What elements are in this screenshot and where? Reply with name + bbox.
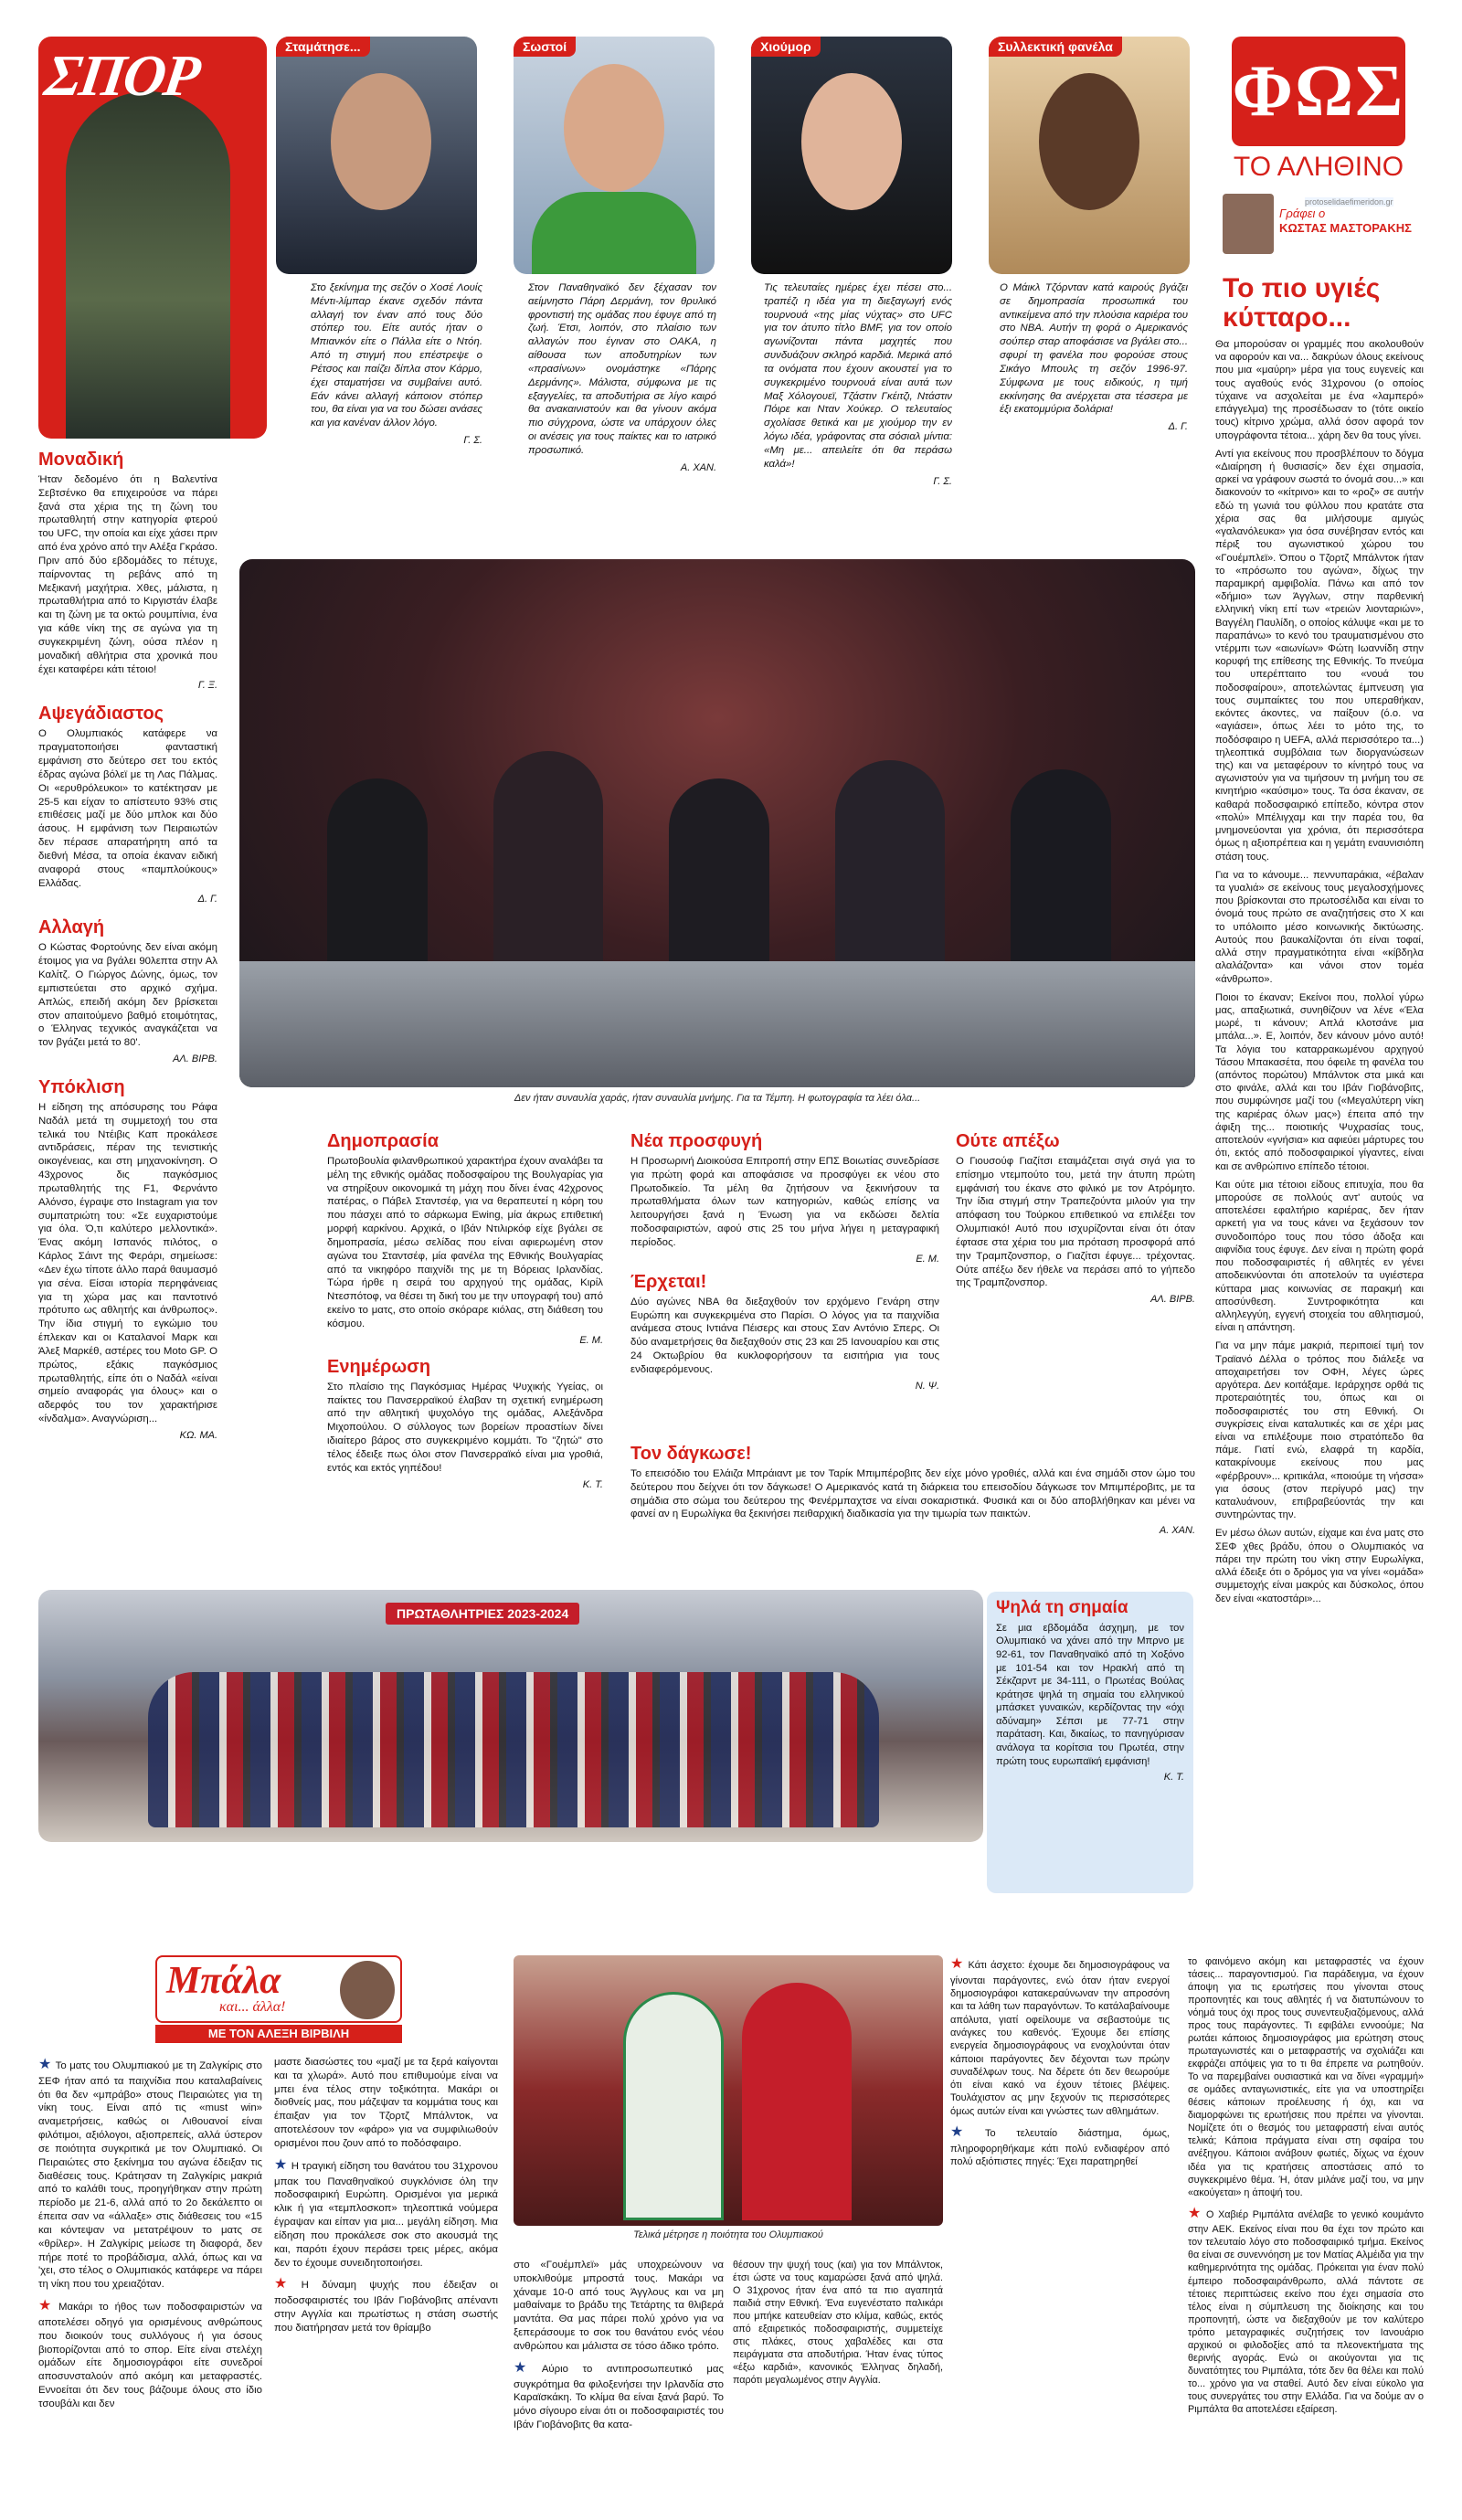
text: Ο Χαβιέρ Ριμπάλτα ανέλαβε το γενικό κουμάντο στην ΑΕΚ. Εκείνος είναι που θα έχει τον πρώτο και τον τελευταίο λόγο στο ποδοσφαιρικό τμήμα. Εκείνος θα είναι σε συνεννόηση με τον Ματίας Αλμέιδα για την καθημερινότητα της ομάδας. Πρόκειται για έναν πολύ έμπειρο ποδοσφαιράνθρωπο, αλλά πάντοτε σε τέτοιες περιπτώσεις εκείνο που έχει σημασία στο τέλος είναι η σύμπλευση της διοίκησης και του προπονητή, ώστε να διεξαχθούν με τον καλύτερο τρόπο μεταγραφικές συζητήσεις τον Ιανουάριο αρχικού οι φιλοδοξίες από τα πλεονεκτήματα της θερινής αγοράς. Ενώ οι ακούγονται για τις δυνατότητες του Ριμπάλτα, τότε δεν θα θέλει και πολύ το... χρόνο για να σταθεί. Αυτό δεν είναι εύκολο για τους συνεργάτες του στην Ελλάδα. Για να δούμε αν ο Ριμπάλτα θα αποτελέσει εξαίρεση. xyxy=(1188,2208,1425,2415)
signature: ΚΩ. ΜΑ. xyxy=(179,1429,217,1441)
text: Μακάρι το ήθος των ποδοσφαιριστών να αποτελέσει οδηγό για ορισμένους ανθρώπους που διοικούν τους συλλόγους ή για όσους βιοπορίζονται από το σπορ. Είτε είναι στελέχη ομάδων είτε δημοσιογράφοι είτε συνεδροί αποσυνσταλούν από ακόμη και μεταφραστές. Εννοείται ότι δεν τους βάζουμε όλους στο ίδιο τσουβάλι και δεν xyxy=(38,2302,262,2409)
panel-tab-4: Συλλεκτική φανέλα xyxy=(989,37,1122,57)
star-icon: ★ xyxy=(950,2124,982,2141)
panel-tab-3: Χιούμορ xyxy=(751,37,821,57)
left-heading-3: Αλλαγή xyxy=(38,917,105,938)
text: Αύριο το αντιπροσωπευτικό μας συγκρότημα θα φιλοξενήσει την Ιρλανδία στο Καραϊσκάκη. Το κλίμα θα είναι ξανά βαρύ. Το μόνο σίγουρο είναι ότι οι ποδοσφαιριστές του Ιβάν Γιοβάνοβιτς θα κατα- xyxy=(514,2363,725,2431)
signature: Ν. Ψ. xyxy=(915,1380,939,1392)
panel-photo-3 xyxy=(751,37,952,274)
mid-body-1: Πρωτοβουλία φιλανθρωπικού χαρακτήρα έχουν αναλάβει τα μέλη της εθνικής ομάδας ποδοσφαίρου της Βουλγαρίας για να στηρίξουν οικονομικά τη μάχη που δίνει ένας 42χρονος πατέρας, ο Πάβελ Σταντσέφ, για να θεραπευτεί η κόρη του που πάσχει από το σάρκωμα Ewing, μία άκρως επιθετική μορφή καρκίνου. Αρχικά, ο Ιβάν Ντιλιρκόφ είχε βγάλει σε δημοπρασία, μέσω σελίδας που είναι αφιερωμένη στον αγώνα του Σταντσέφ, μία φανέλα της Εθνικής Βουλγαρίας από τα νικηφόρο παιχνίδι της με τη Βόρειας Ιρλανδίας. Τώρα ήρθε η σειρά του αρχηγού της ομάδας, Κιρίλ Ντεσπότοφ, να θέσει τη δική του με την υπογραφή του) από εκείνο το ματς, στο οποίο σκόραρε κιόλας, στη διάθεση του κόσμου. xyxy=(327,1156,603,1329)
signature: ΑΛ. ΒΙΡΒ. xyxy=(1150,1294,1195,1306)
panel-body: Ο Μάικλ Τζόρνταν κατά καιρούς βγάζει σε δημοπρασία προσωπικά του αντικείμενα από την πλούσια καριέρα του στο NBA. Αυτήν τη φορά ο Αμερικανός σούπερ σταρ αποφάσισε να βγάλει στο... σφυρί τη φανέλα που φορούσε στους Σικάγο Μπουλς τη σεζόν 1996-97. Σύμφωνα με τους ειδικούς, η τιμή εκκίνησης θα ανέρχεται στα τέσσερα με έξι εκατομμύρια δολάρια! xyxy=(1000,282,1188,416)
panel-photo-1 xyxy=(276,37,477,274)
star-icon: ★ xyxy=(274,2156,288,2173)
mid-col-2 xyxy=(630,1131,939,1392)
byline-avatar xyxy=(340,1961,395,2019)
player-green xyxy=(623,1992,724,2220)
fos-logo xyxy=(1232,37,1405,146)
high-signs-box xyxy=(987,1592,1193,1893)
mid-col-1 xyxy=(327,1131,603,1490)
paragraph xyxy=(950,1955,1170,2118)
author-box xyxy=(1223,194,1427,258)
mid-heading-3: Νέα προσφυγή xyxy=(630,1131,763,1151)
mid-body-5: Ο Γιουσούφ Γιαζίτσι εταιμάζεται σιγά σιγά για το επίσημο ντεμπούτο του, μετά την άτυπη πρώτη εμφάνισή του έκανε στο φιλικό με τον Ατρόμητο. Την ίδια στιγμή στην Τραπεζούντα μιλούν για την απόφαση του Τούρκου επιθετικού να επιλέξει τον Ολυμπιακό! Αυτό που ισχυρίζονται είναι ότι όταν έφτασε στα χέρια του μια πρόταση προσφορά από την Τραμπζονσπορ, ο Γιαζίτσι έφυγε... τρέχοντας. Ούτε απέξω δεν ήθελε να περάσει από το γήπεδο της Τραμπζονσπορ. xyxy=(956,1156,1195,1289)
author-label: Γράφει ο xyxy=(1279,206,1326,220)
panel-text-2 xyxy=(528,281,716,474)
mid-heading-5: Ούτε απέξω xyxy=(956,1131,1060,1151)
author-name: ΚΩΣΤΑΣ ΜΑΣΤΟΡΑΚΗΣ xyxy=(1279,221,1412,235)
paragraph xyxy=(950,2123,1170,2168)
right-col-heading: Το πιο υγιές κύτταρο... xyxy=(1223,273,1381,333)
bottom-col-1 xyxy=(38,2056,262,2417)
bottom-col-4 xyxy=(733,2259,943,2392)
mid-heading-4: Έρχεται! xyxy=(630,1271,707,1292)
high-signs-body: Σε μια εβδομάδα άσχημη, με τον Ολυμπιακό να χάνει από την Μπρνο με 92-61, τον Παναθηναϊκό από τη Χοξόνο με 101-54 και τον Ηρακλή από τη Σέκζαρντ με 34-111, ο Πρωτέας Βούλας κράτησε ψηλά τη σημαία του ελληνικού μπάσκετ γυναικών, κερδίζοντας την «όχι αδύναμη» Σέπσι με 77-71 στην παράταση. Και, δικαίως, το πανηγύρισαν ανάλογα τα κορίτσια του Πρωτέα, στην πρώτη τους ευρωπαϊκή εμφάνιση! xyxy=(996,1622,1184,1767)
paragraph: στο «Γουέμπλεϊ» μάς υποχρεώνουν να υποκλιθούμε μπροστά τους. Μακάρι να χάναμε 10-0 από τους Άγγλους και να μη μαθαίναμε το βράδυ της Τετάρτης τα θλιβερά μαντάτα. Θα μας πάρει πολύ χρόνο για να ξεπεράσουμε το σοκ του θανάτου ενός νέου ανθρώπου και μάλιστα σε τόσο άδικο τρόπο. xyxy=(514,2260,724,2352)
left-heading-2: Αψεγάδιαστος xyxy=(38,704,164,725)
left-body-4: Η είδηση της απόσυρσης του Ράφα Ναδάλ μετά τη συμμετοχή του στα τελικά του Ντέιβις Καπ προκάλεσε αντιδράσεις, πέραν της τενιστικής οικογένειας, και στη μηχανοκίνηση. Ο 43χρονος δις παγκόσμιος πρωταθλητής της F1, Φερνάντο Αλόνσο, έγραψε στο Instagram για τον συμπατριώτη του: «Σε ευχαριστούμε για όλα. Ό,τι καλύτερο μελλοντικά». Ένας ακόμη Ισπανός πιλότος, ο Κάρλος Σάιντ της Φεράρι, σημείωσε: «Δεν έχω τίποτε άλλο παρά θαυμασμό για σένα. Είσαι ιστορία περηφάνειας για τη χώρα μας και παντοτινό πρότυπο ως αθλητής και άνθρωπος». Την ίδια στιγμή το εγκώμιο του έπλεκαν και οι Καταλανοί Μαρκ και Άλεξ Μαρκέθ, αστέρες του Moto GP. Ο πρώτος, εξάκις παγκόσμιος πρωταθλητής, είπε ότι ο Ναδάλ «είναι σημείο αναφοράς για όλους» και ο αδερφός του τον χαρακτήρισε «ίνδαλμα». Αναγνώριση... xyxy=(38,1101,217,1425)
masthead-logo: ΣΠΟΡ xyxy=(41,43,203,108)
panel-photo-4 xyxy=(989,37,1190,274)
mid-heading-6: Τον δάγκωσε! xyxy=(630,1444,752,1464)
paragraph: Για να μην πάμε μακριά, περιποιεί τιμή τον Τραϊανό Δέλλα ο τρόπος που διάλεξε να αποχαιρετήσει τον ΟΦΗ, λέγες ώρες αργότερα. Δεν κοιτάξαμε. Ιεράρχησε ορθά τις προτεραιότητές του, όπως και οι ποδοσφαιριστές του στη Εθνική. Οι συγκρίσεις είναι καταλυτικές και σε χέρι μας είναι να επιλέξουμε ποιο στρατόπεδο θα πάμε. Γιατί ενώ, ελαφρά τη καρδία, κατακρίνουμε εκείνους που μας «φέρβρουν»... κριτικάλα, «ποιούμε τη νήσσα» για όσους (στον περίγυρό μας) την καταλυάνουν, επιβραβεύοντάς την και συντηρώντας την. xyxy=(1215,1340,1424,1521)
mid-body-6: Το επεισόδιο του Ελάιζα Μπράιαντ με τον Ταρίκ Μπιμπέροβιτς δεν είχε μόνο γροθιές, αλλά και ένα σημάδι στον ώμο του δεύτερου που δείχνει ότι τον δάγκωσε! Ο Αμερικανός κατά τη διάρκεια του επεισοδίου δάγκωσε τον Μπιμπέροβιτς, με τα σημάδια στο σώμα του δεύτερου της Φενέρμπαχτσε να είναι σοκαριστικά. Φυσικά και οι δύο αποβλήθηκαν και μένει να φανεί αν η Ευρωλίγκα θα ξεκινήσει πειθαρχική διαδικασία για την τιμωρία των παικτών. xyxy=(630,1468,1195,1520)
fos-title: ΦΩΣ xyxy=(1232,50,1405,132)
left-column xyxy=(38,450,217,1441)
paragraph: Ποιοι το έκαναν; Εκείνοι που, πολλοί γύρω μας, απαξιωτικά, συνηθίζουν να λένε «Έλα μωρέ, τι κάνουν; Απλά κλοτσάνε μια μπάλα...». Ε, λοιπόν, δεν κάνουν μόνο αυτό! Τα λόγια του καταρρακωμένου αρχηγού Τάσου Μπακασέτα, που όφειλε τη φανέλα του (απόντος πορώτου) Μπάλντοκ στα μικά και στο φινάλε, αλλά και του Ιβάν Γιοβάνοβιτς, που συμφώνησε μαζί του («Μεγαλύτερη νίκη της καριέρας όλων μας») έπειτα από την άφιξη της... ποιοτικής Ψυχρασίας τους, αποτελούν «γνήσια» κια αφιεύει μάρτυρες του ότι, εκτός από ποδοσφαιρικοί γίγαντες, είναι και σε ανθρώπινο επίπεδο τέτοιοι. xyxy=(1215,991,1424,1172)
signature: Ε. Μ. xyxy=(916,1253,939,1265)
signature: Δ. Γ. xyxy=(1168,421,1188,433)
player-red xyxy=(742,1983,852,2220)
paragraph: Για να το κάνουμε... πεννυπαράκια, «έβαλαν τα γυαλιά» σε εκείνους τους μεγαλοσχήμονες που βρίσκονται στο πρωτοσέλιδα και είναι το όνομά τους πρώτο σε αναζητήσεις στο Χ και το υπόλοιπο μέσο κοινωνικής δικτύωσης. Αυτούς που βαυκαλίζονται ότι είναι τοφαί, αλλά στην πραγματικότητα είναι «κίβδηλα αλαλάζοντα» και νάνοι στον τομέα «άνθρωπο». xyxy=(1215,869,1424,985)
star-icon: ★ xyxy=(38,2298,56,2314)
panel-body: Στο ξεκίνημα της σεζόν ο Χοσέ Λουίς Μέντι-λίμπαρ έκανε σχεδόν πάντα αλλαγή τον έναν από τους δύο στόπερ του. Είτε αυτός ήταν ο Μπιανκόν είτε ο Πάλλα είτε ο Ντόη. Από τη στιγμή που επέστρεψε ο Ρέτσος και παίζει δίπλα στον Κάρμο, έχει σταματήσει να συμβαίνει αυτό. Εάν κάνει αλλαγή κάποιον στόπερ του, θα είναι για να του δώσει ανάσες και για κανέναν άλλον λόγο. xyxy=(311,282,482,429)
star-icon: ★ xyxy=(950,1956,965,1972)
bottom-col-3 xyxy=(514,2259,724,2438)
left-body-2: Ο Ολυμπιακός κατάφερε να πραγματοποιήσει φανταστική εμφάνιση στο δεύτερο σετ του εκτός έδρας αγώνα βόλεϊ με τη Λας Πάλμας. Οι «ερυθρόλευκοι» το κατέκτησαν με 25-5 και είχαν το απίστευτο 93% στις επιθέσεις μαζί με δύο μπλοκ και δύο άσους. Η εμφάνιση των Πειραιωτών δεν πέρασε απαρατήρητη από τα διεθνή Μέσα, τα οποία έκαναν ειδική αναφορά στους «παμπλούκους» Ελλάδας. xyxy=(38,728,217,889)
paragraph xyxy=(38,2297,262,2411)
paragraph xyxy=(38,2056,262,2292)
panel-tab-1: Σταμάτησε... xyxy=(276,37,370,57)
signature: Α. ΧΑΝ. xyxy=(1159,1525,1195,1537)
author-avatar xyxy=(1223,194,1274,254)
athlete-photo xyxy=(66,91,230,439)
left-heading-4: Υπόκλιση xyxy=(38,1076,125,1097)
panel-text-1 xyxy=(311,281,482,447)
paragraph xyxy=(274,2275,498,2335)
paragraph xyxy=(514,2359,724,2432)
signature: Κ. Τ. xyxy=(1163,1772,1184,1784)
signature: Κ. Τ. xyxy=(582,1478,603,1490)
star-icon: ★ xyxy=(1188,2205,1203,2221)
bottom-col-4-right xyxy=(950,1955,1170,2174)
fos-subtitle: ΤΟ ΑΛΗΘΙΝΟ xyxy=(1233,152,1404,182)
team-banner: ΠΡΩΤΑΘΛΗΤΡΙΕΣ 2023-2024 xyxy=(386,1603,579,1625)
paragraph: θέσουν την ψυχή τους (και) για τον Μπάλντοκ, έτσι ώστε να τους καμαρώσει ξανά από ψηλά. Ο 31χρονος ήταν ένα από τα πιο αγαπητά παιδιά στην Εθνική. Ένα ευγενέστατο παλικάρι που μπήκε κατευθείαν στο κλίμα, καθώς, εκτός από εξαιρετικός ποδοσφαιριστής, συμμετείχε στις πλάκες, στους χαβαλέδες και στα πειράγματα στα αποδυτήρια. Ήταν ένας τύπος «έξω καρδιά», κανονικός Έλληνας δηλαδή, παρότι μεγαλωμένος στην Αγγλία. xyxy=(733,2260,943,2387)
mid-body-3: Η Προσωρινή Διοικούσα Επιτροπή στην ΕΠΣ Βοιωτίας συνεδρίασε για πρώτη φορά και αποφάσισε να προσφύγει εκ νέου στο Πρωτοδικείο. Τα μέλη θα ζητήσουν να ξεκινήσουν τα πρωταθλήματα όλων των κατηγοριών, καθώς επίσης να λειτουργήσει ξανά η Ένωση για να εκδώσει δελτία ποδοσφαιριστών, αφού στις 25 του μήνα λήγει η μεταγραφική περίοδος. xyxy=(630,1156,939,1248)
paragraph: Αντί για εκείνους που προσβλέπουν το δόγμα «Διαίρηση ή θυσιασίς» δεν έχει σημασία, αρκεί να γράφουν σωστά το όνομά σου...» και διακονούν το «κίτρινο» και το «ροζ» σε αυτήν εδώ τη γωνιά του φύλλου που κρατάτε στα χέρια σας θα μιλήσουμε αμιγώς «γαλανόλευκα» για όσα συνέβησαν εντός και πέριξ του αγωνιστικού χώρου του «Γουέμπλεϊ». Όπου ο Τζορτζ Μπάλντοκ ήταν το «πρόσωπο του αγώνα», δίχως την παραμικρή αμφιβολία. Πάνω και από τον «δήμιο» των Άγγλων, στην παρθενική ελληνική νίκη επί των «τρειών λιονταριών», Βαγγέλη Παυλίδη, ο οποίος κάλυψε «και με το παραπάνω» το κενό του τραυματισμένου στο ντέρμπι των «αιωνίων» Φώτη Ιωαννίδη στην κορυφή της επίθεσης της Εθνικής. Το πνεύμα του υπερέπταιτο του «νουά του ποδοσφαίρου», αποτελώντας έμπνευση για τους συμπαίκτες του που υπεραθήκαν, εκόντες άκοντες, να παίξουν (ό.ο. να «αγιάσει», όπως λέει το μότο της, το ποδόσφαιρο η UEFA, αλλά περισσότερο τα...) τηλεοπτικά συμβόλαια των διοργανώσεων της) και να μεταφέρουν το κίνητρό τους να αγωνιστούν για να τιμήσουν τη μνήμη του σε κινητήριο «καύσιμο» τους. Τα όσα έκαναν, σε καθαρά ποδοσφαιρικό επίπεδο, κόντρα στον «πολύ» Μπέλιγχαμ και την παρέα του, θα μνημονεύονται για χρόνια, ότι περισσότερα όμως η αξιοπρέπεια και η γεμάτη εναυνισιόπη στάση τους. xyxy=(1215,448,1424,863)
paragraph: το φαινόμενο ακόμη και μεταφραστές να έχουν τάσεις... παραγοντισμού. Για παράδειγμα, να έχουν άποψη για τις ερωτήσεις που γίνονται στους προπονητές και τους αθλητές ή να διατυπώνουν το νόημά τους όχι προς τους συνεντευξιαζόμενους, αλλά προς τους παράγοντες. Τι εφιβάλει εννοούμε; Να ρωτάει κάποιος δημοσιογράφος μια ερώτηση στους πρωταγωνιστές και ο μεταφραστής να σχολιάζει και εκφράζει απόψεις για το τι θα έπρεπε να ρωτηθούν. Το να παρεμβαίνει ουσιαστικά και να δίνει «γραμμή» σε ομάδες ανταγωνιστικές, είτε για να υποστηρίξει θέσεις κάποιων προέλευσης ή όχι, και να διαμορφώνει τις ερωτήσεις που πρέπει να γίνονται. Νομίζετε ότι ο θεσμός του μεταφραστή είναι αυτός τελικά; Κάποια πράγματα είναι στη σφαίρα του ανέξηγου. Κάποιοι ανάβουν φωτιές, δίχως να έχουν ιδέα για τις κρατήσεις αποστάσεις από το συγκεκριμένο θέμα. Ή, όταν μιλάνε μαζί του, να μην «ακούγεται» η άποψή του. xyxy=(1188,1956,1424,2198)
byline-bar: ΜΕ ΤΟΝ ΑΛΕΞΗ ΒΙΡΒΙΛΗ xyxy=(155,2025,402,2043)
mid-heading-2: Ενημέρωση xyxy=(327,1356,431,1377)
paragraph: μαστε διασώστες του «μαζί με τα ξερά καίγονται και τα χλωρά». Αυτό που επιθυμούμε είναι να μπει ένα τέλος στην τοξικότητα. Μακάρι οι διοθνείς μας, που μάζεψαν τα κομμάτια τους και έπαιξαν για τον Τζορτζ Μπάλντοκ, να αποτελέσουν τον «φάρο» για να συμφιλιωθούν ορισμένοι που ζουν από το ποδόσφαιρο. xyxy=(274,2057,498,2149)
face-silhouette xyxy=(801,73,902,210)
green-shirt xyxy=(532,192,696,274)
paragraph xyxy=(274,2156,498,2271)
signature: Γ. Ξ. xyxy=(197,680,217,692)
mid-wide xyxy=(630,1444,1195,1536)
basketball-photo xyxy=(514,1955,943,2226)
left-body-3: Ο Κώστας Φορτούνης δεν είναι ακόμη έτοιμος για να βγάλει 90λεπτα στην Αλ Καλίτζ. Ο Γιώργος Δώνης, όμως, τον εμπιστεύεται στο αρχικό σχήμα. Απλώς, επειδή ακόμη δεν βρίσκεται στον απαιτούμενο βαθμό ετοιμότητας, ο Έλληνας τεχνικός αναγκάζεται να τον βγάζει μετά το 80'. xyxy=(38,942,217,1049)
signature: Α. ΧΑΝ. xyxy=(680,461,716,473)
crowd-row xyxy=(294,742,1144,961)
signature: Γ. Σ. xyxy=(463,435,482,447)
paragraph: Και ούτε μια τέτοιοι είδους επιτυχία, που θα μπορούσε σε πολλούς αντ' αυτούς να αποτελέσει εφαλτήριο καριέρας, δεν ήταν αρκετή για να τους κάνει να ξεχάσουν τον συνοδοιπόρο τους που τόσο άδοξα και αιφνίδια τους έφυγε. Δεν είναι η πρώτη φορά που ποδοσφαιριστές ή αθλητές εν γένει αποδεικνύονται ότι αποτελούν τα υγιέστερα κύτταρα μιας κοινωνίας σε παρακμή και αποσύνθεση. Συντροφικότητα και αλληλεγγύη, εγγενή στοιχεία του αθλητισμού, είναι η απάντηση. xyxy=(1215,1179,1424,1334)
balla-logo-box xyxy=(155,1955,402,2043)
bottom-col-5 xyxy=(1188,1955,1424,2421)
bottom-col-2 xyxy=(274,2056,498,2341)
face-silhouette xyxy=(564,64,664,192)
panel-text-3 xyxy=(764,281,952,488)
panel-body: Στον Παναθηναϊκό δεν ξέχασαν τον αείμνηστο Πάρη Δερμάνη, τον θρυλικό φροντιστή της ομάδας που έφυγε από τη ζωή. Έτσι, λοιπόν, στο πλαίσιο των αλλαγών που έγιναν στο ΟΑΚΑ, η αίθουσα των αποδυτηρίων των «πρασίνων» ονομάστηκε «Πάρης Δερμάνης». Μάλιστα, σύμφωνα με τις εξαγγελίες, τα αποδυτήρια σε λίγο καιρό θα ανακαινιστούν και θα γίνουν ακόμα πιο σύγχρονα, ώστε να υπάρχουν όλες οι ανέσεις για τους παίκτες και το ιατρικό προσωπικό. xyxy=(528,282,716,456)
team-group xyxy=(148,1672,879,1827)
star-icon: ★ xyxy=(274,2276,298,2292)
paragraph: Θα μπορούσαν οι γραμμές που ακολουθούν να αφορούν και να... δακρύων όλους εκείνους που μια «μαύρη» μέρα για τους ευγενείς και τους αγαθούς ενός 31χρονου (ο οποίος τύχαινε να ασχολείται με ένα «λαμπερό» επάγγελμα) της προσέδωσαν το (τότε οικείο τους) κίτρινο χρώμα, αλλά όσον αφορά τον υπογράφοντα τέτοια... χάρη δεν θα τους γίνει. xyxy=(1215,339,1424,441)
text: Κάτι άσχετο: έχουμε δει δημοσιογράφους να γίνονται παράγοντες, ενώ όταν ήταν ενεργοί δημοσιογράφοι κατακεραύνωναν την απροσόνη και τα λάθη των παραγόντων. Το κατάλαβαίνουμε απόλυτα, γιατί οφείλουμε να σεβαστούμε τις ανάγκες του καθενός. Έχουμε δει επίσης ενεργεία δημοσιογράφους να ενοχλούνται όταν κάποιοι παράγοντες δεν δέχονται των πρώην συναδέλφων τους. Να δέρετε ότι δεν θεωρούμε ότι είναι κακό να έχουν τέτοιες βλέψεις. Τουλάχιστον ας μην ξεχνούν τις περισσότερες όμως αυτών είναι και γνώστες των αθλημάτων. xyxy=(950,1960,1171,2117)
text: Το τελευταίο διάστημα, όμως, πληροφορηθήκαμε κάτι πολύ ενδιαφέρον από πολύ αξιόπιστες πηγές: Έχει παρατηρηθεί xyxy=(950,2128,1170,2168)
balla-logo: Μπάλα xyxy=(166,1960,281,2002)
paragraph xyxy=(1188,2205,1424,2416)
left-heading-1: Μοναδική xyxy=(38,450,124,470)
panel-text-4 xyxy=(1000,281,1188,434)
mid-body-4: Δύο αγώνες NBA θα διεξαχθούν τον ερχόμενο Γενάρη στην Ευρώπη και συγκεκριμένα στο Παρίσι. Ο λόγος για τα παιχνίδια ανάμεσα στους Ιντιάνα Πέισερς και στους Σαν Αντόνιο Σπερς. Οι δύο αναμετρήσεις θα διεξαχθούν στις 23 και 25 Ιανουαρίου και στις 24 Οκτωβρίου θα κυκλοφορήσουν τα εισιτήρια για τους ενδιαφερόμενους. xyxy=(630,1296,939,1375)
right-col-body xyxy=(1215,338,1424,1611)
watermark: protoselidaefimeridon.gr xyxy=(1305,197,1393,206)
signature: Δ. Γ. xyxy=(197,894,217,905)
signature: Ε. Μ. xyxy=(579,1334,603,1346)
concert-photo xyxy=(239,559,1195,1087)
signature: Γ. Σ. xyxy=(933,475,952,487)
left-body-1: Ήταν δεδομένο ότι η Βαλεντίνα Σεβτσένκο θα επιχειρούσε να πάρει ξανά στα χέρια της τη ζώνη του πρωταθλητή στην κατηγορία φτερού του UFC, την οποία και είχε χάσει πριν από ένα χρόνο από την Αλέξα Γκράσο. Πριν από δύο εβδομάδες το πέτυχε, παίρνοντας τη ρεβάνς από τη Μεξικανή μαχήτρια. Χθες, μάλιστα, η πρωταθλήτρια από το Κιργιστάν έλαβε και τη ζώνη με τα οκτώ ρουμπίνια, ένα για κάθε νίκη της σε αγώνα για τη συγκεκριμένη ζώνη, ούσα πλέον η μοναδική αθλήτρια στα χρονικά που έχει καταφέρει κάτι τέτοιο! xyxy=(38,474,217,675)
star-icon: ★ xyxy=(514,2359,538,2376)
text: Η δύναμη ψυχής που έδειξαν οι ποδοσφαιριστές του Ιβάν Γιοβάνοβιτς απέναντι στην Αγγλία και πρωτίστως η στάση σωστής που διατήρησαν μετά τον θρίαμβο xyxy=(274,2280,498,2334)
mid-col-3 xyxy=(956,1131,1195,1305)
panel-tab-2: Σωστοί xyxy=(514,37,576,57)
face-silhouette xyxy=(1039,73,1139,210)
face-silhouette xyxy=(331,73,431,210)
star-icon: ★ xyxy=(38,2057,52,2072)
mid-body-2: Στο πλαίσιο της Παγκόσμιας Ημέρας Ψυχικής Υγείας, οι παίκτες του Πανσερραϊκού έλαβαν τη σχετική ενημέρωση από την αθλητική ψυχολόγο της ομάδας, Αλεξάνδρα Μιχοπούλου. Ο σύλλογος των βορείων προαστίων δίνει ιδιαίτερο βάρος στο συγκεκριμένο κομμάτι. Το "ζητώ" στο τέλος έδειξε πως όλοι στον Πανσερραϊκό είναι μια γροθιά, εντός και εκτός γηπέδου! xyxy=(327,1381,603,1474)
paragraph: Εν μέσω όλων αυτών, είχαμε και ένα ματς στο ΣΕΦ χθες βράδυ, όπου ο Ολυμπιακός να πάρει την πρώτη του νίκη στην Ευρωλίγκα, αλλά έδειξε ότι ο δρόμος για να γίνει «ομάδα» συμμετοχής είναι μακρύς και δύσκολος, όπου δεν είναι «κατοστάρι»... xyxy=(1215,1528,1424,1604)
basketball-caption: Τελικά μέτρησε η ποιότητα του Ολυμπιακού xyxy=(633,2229,823,2240)
high-signs-heading: Ψηλά τη σημαία xyxy=(996,1598,1128,1617)
panel-body: Τις τελευταίες ημέρες έχει πέσει στο... τραπέζι η ιδέα για τη διεξαγωγή ενός τουρνουά «της μίας νύχτας» στο UFC για τον άτυπο τίτλο BMF, για τον οποίο αγωνίζονται πάντα μαχητές που συνδυάζουν σκληρό καρδιά. Μερικά από τα ονόματα που έχουν ακουστεί για το συγκεκριμένο τουρνουά είναι αυτά των Μαξ Χόλογουεϊ, Τζάστιν Γκέιτζι, Ντάστιν Πόιρε και Νταν Χούκερ. Ο τελευταίος σχολίασε θετικά και με χιούμορ την εν λόγω ιδέα, γράφοντας στα σόσιαλ μίντια: «Μη με... απειλείτε ότι θα περάσω καλά»! xyxy=(764,282,952,470)
balla-logo-sub: και... άλλα! xyxy=(219,1999,286,2015)
concert-caption: Δεν ήταν συναυλία χαράς, ήταν συναυλία μνήμης. Για τα Τέμπη. Η φωτογραφία τα λέει όλα... xyxy=(514,1093,921,1104)
mid-heading-1: Δημοπρασία xyxy=(327,1131,440,1151)
team-photo xyxy=(38,1590,983,1842)
signature: ΑΛ. ΒΙΡΒ. xyxy=(173,1053,217,1064)
masthead-logo-box xyxy=(38,37,267,439)
text: Το ματς του Ολυμπιακού με τη Ζαλγκίρις στο ΣΕΦ ήταν από τα παιχνίδια που καταλαβαίνεις ότι θα δεν «μπράβο» στους Πειραιώτες για τη νίκη τους. Είναι από τις «must win» αναμετρήσεις, καθώς οι Λιθουανοί είναι φιλότιμοι, αξιόλογοι, αξιοπρεπείς, αλλά ύστερον σε ποιότητα συγκριτικά με τον Ολυμπιακό. Οι Πειραιώτες στο ξεκίνημα του αγώνα έδειξαν τις διαθέσεις τους. Κράτησαν τη Ζαλγκίρις μακριά από το καλάθι τους, προηγήθηκαν στην πρώτη περίοδο με 21-6, αλλά από το 2ο δεκάλεπτο οι έπειτα σαν να «άλλαξε» στις διάθεσεις του «15 και κόντεψαν να μετατρέψουν το ματς σε «θρίλερ». Η Ζαλγκίρις μείωσε τη διαφορά, δεν πήρε ποτέ το προβάδισμα, αλλά, όπως και να 'χει, στο τέλος ο Ολυμπιακός κατάφερε να πάρει τη νίκη που του χρειαζόταν. xyxy=(38,2060,262,2291)
barrier xyxy=(239,961,1195,1087)
panel-photo-2 xyxy=(514,37,715,274)
text: Η τραγική είδηση του θανάτου του 31χρονου μπακ του Παναθηναϊκού συγκλόνισε όλη την ποδοσφαιρική Ευρώπη. Ορισμένοι για μερικά κλικ ή για «τεμπλοσκοπ» τηλεοπτικά νούμερα έγραψαν και είπαν για μια... μεγάλη είδηση. Μια είδηση που προκάλεσε σοκ στο ακουσμά της και, παρότι έχουν περάσει τρεις μέρες, ακόμα δεν το έχουμε συνειδητοποιήσει. xyxy=(274,2160,498,2269)
